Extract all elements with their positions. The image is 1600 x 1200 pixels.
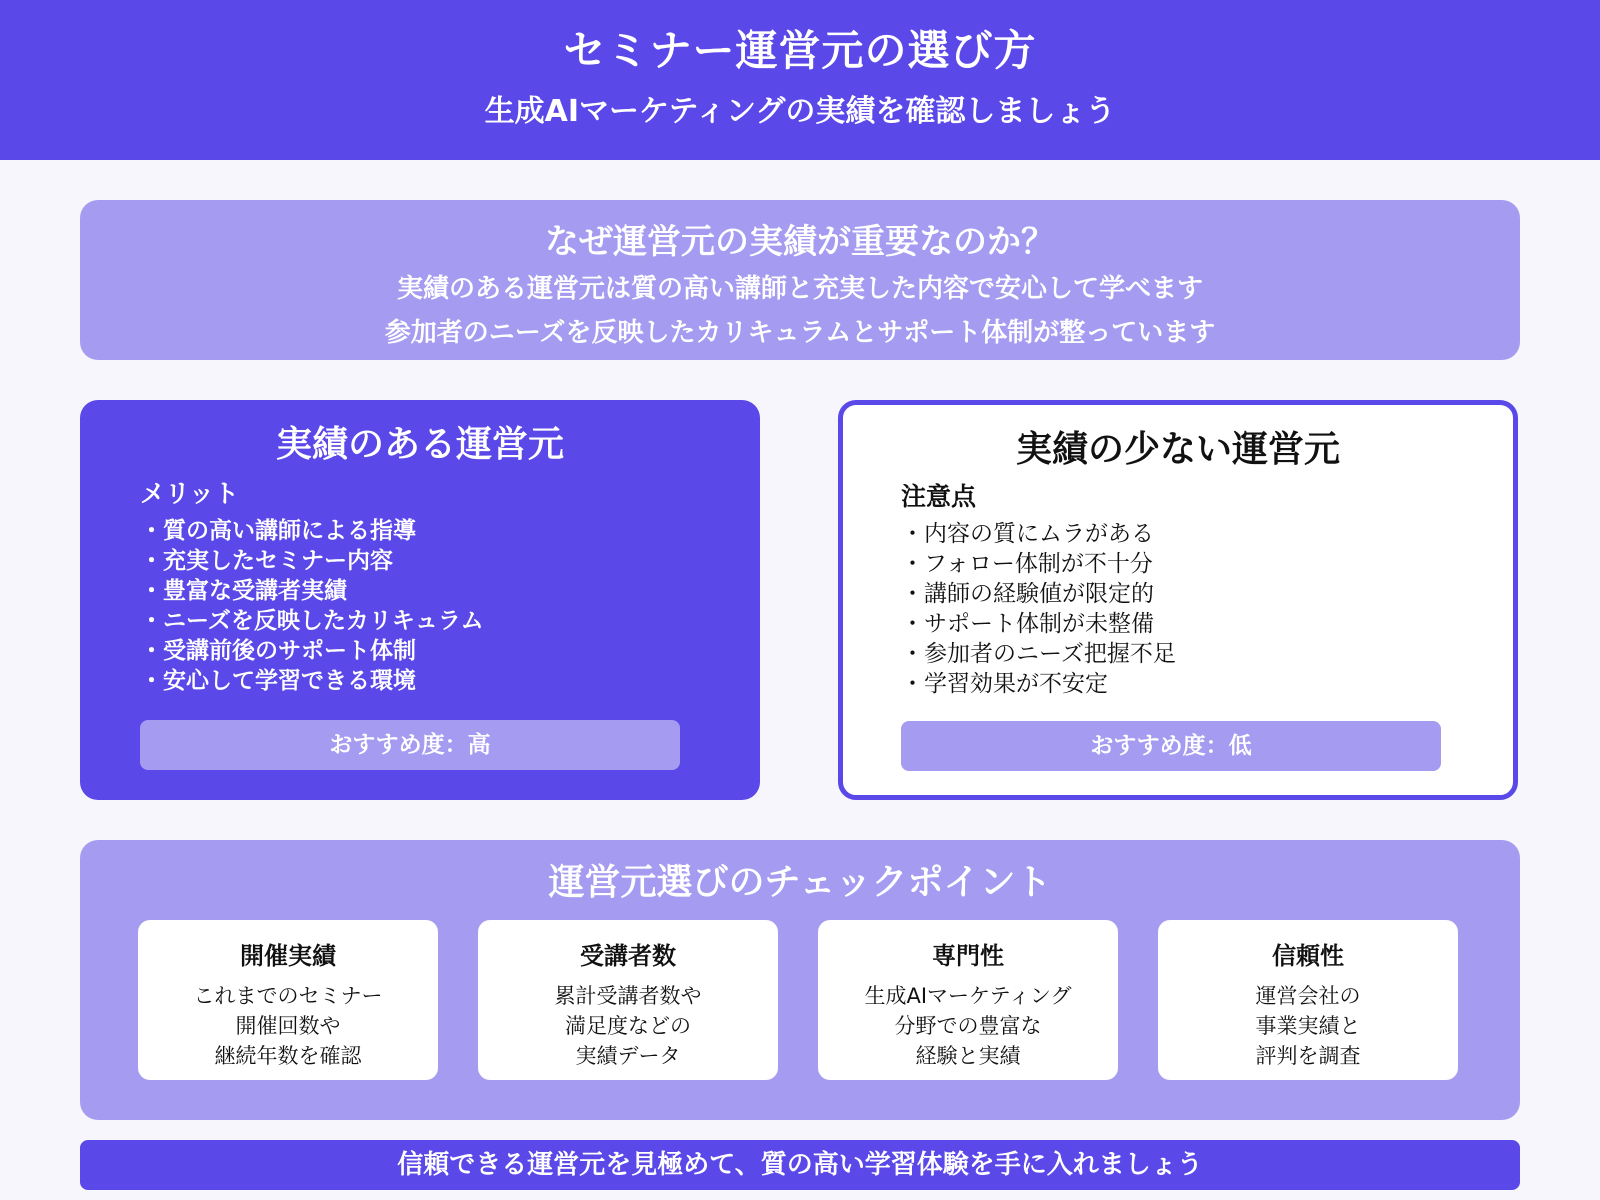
list-item: ・講師の経験値が限定的 — [901, 581, 1154, 607]
why-heading: なぜ運営元の実績が重要なのか？ — [545, 222, 1055, 262]
merit-heading: メリット — [140, 479, 240, 508]
checkpoint-card — [138, 920, 438, 1080]
recommendation-badge: おすすめ度：高 — [140, 720, 680, 770]
list-item: ・フォロー体制が不十分 — [901, 551, 1153, 577]
checkpoint-card — [818, 920, 1118, 1080]
card-title: 実績の少ない運営元 — [1015, 429, 1340, 470]
list-item: ・豊富な受講者実績 — [140, 578, 347, 604]
list-item: ・内容の質にムラがある — [901, 521, 1154, 547]
checkpoint-text: 実績データ — [575, 1044, 681, 1068]
list-item: ・充実したセミナー内容 — [140, 548, 393, 574]
footer-banner: 信頼できる運営元を見極めて、質の高い学習体験を手に入れましょう — [80, 1140, 1520, 1190]
checkpoint-text: 生成AIマーケティング — [864, 984, 1072, 1008]
experienced-provider-card — [80, 400, 760, 800]
list-item: ・質の高い講師による指導 — [140, 518, 416, 544]
list-item: ・安心して学習できる環境 — [140, 668, 416, 694]
why-line: 実績のある運営元は質の高い講師と充実した内容で安心して学べます — [396, 274, 1203, 304]
page-title: セミナー運営元の選び方 — [563, 26, 1037, 75]
merit-list — [140, 516, 484, 696]
checkpoint-text: 開催回数や — [235, 1014, 341, 1038]
caution-list — [901, 519, 1176, 699]
checkpoint-name: 受講者数 — [580, 942, 676, 970]
checkpoints-panel — [80, 840, 1520, 1120]
checkpoint-card — [1158, 920, 1458, 1080]
why-panel — [80, 200, 1520, 360]
checkpoint-text: これまでのセミナー — [193, 984, 383, 1008]
list-item: ・受講前後のサポート体制 — [140, 638, 416, 664]
page-subtitle: 生成AIマーケティングの実績を確認しましょう — [484, 94, 1116, 129]
checkpoint-text: 事業実績と — [1255, 1014, 1361, 1038]
checkpoint-text: 経験と実績 — [915, 1044, 1021, 1068]
checkpoint-text: 評判を調査 — [1255, 1044, 1361, 1068]
checkpoint-text: 運営会社の — [1255, 984, 1361, 1008]
card-title: 実績のある運営元 — [275, 424, 564, 465]
checkpoint-name: 信頼性 — [1272, 942, 1344, 970]
header-banner — [0, 0, 1600, 160]
inexperienced-provider-card — [838, 400, 1518, 800]
recommendation-badge: おすすめ度：低 — [901, 721, 1441, 771]
list-item: ・学習効果が不安定 — [901, 671, 1108, 697]
checkpoint-name: 専門性 — [932, 942, 1004, 970]
checkpoint-text: 累計受講者数や — [554, 984, 702, 1008]
list-item: ・参加者のニーズ把握不足 — [901, 641, 1176, 667]
caution-heading: 注意点 — [901, 482, 977, 511]
why-line: 参加者のニーズを反映したカリキュラムとサポート体制が整っています — [384, 318, 1216, 348]
checkpoint-text: 満足度などの — [565, 1014, 691, 1038]
checkpoint-card — [478, 920, 778, 1080]
list-item: ・ニーズを反映したカリキュラム — [140, 608, 484, 634]
checkpoint-text: 継続年数を確認 — [214, 1044, 362, 1068]
checkpoint-text: 分野での豊富な — [894, 1014, 1042, 1038]
checkpoints-title: 運営元選びのチェックポイント — [548, 862, 1052, 903]
checkpoint-name: 開催実績 — [240, 942, 336, 970]
list-item: ・サポート体制が未整備 — [901, 611, 1154, 637]
